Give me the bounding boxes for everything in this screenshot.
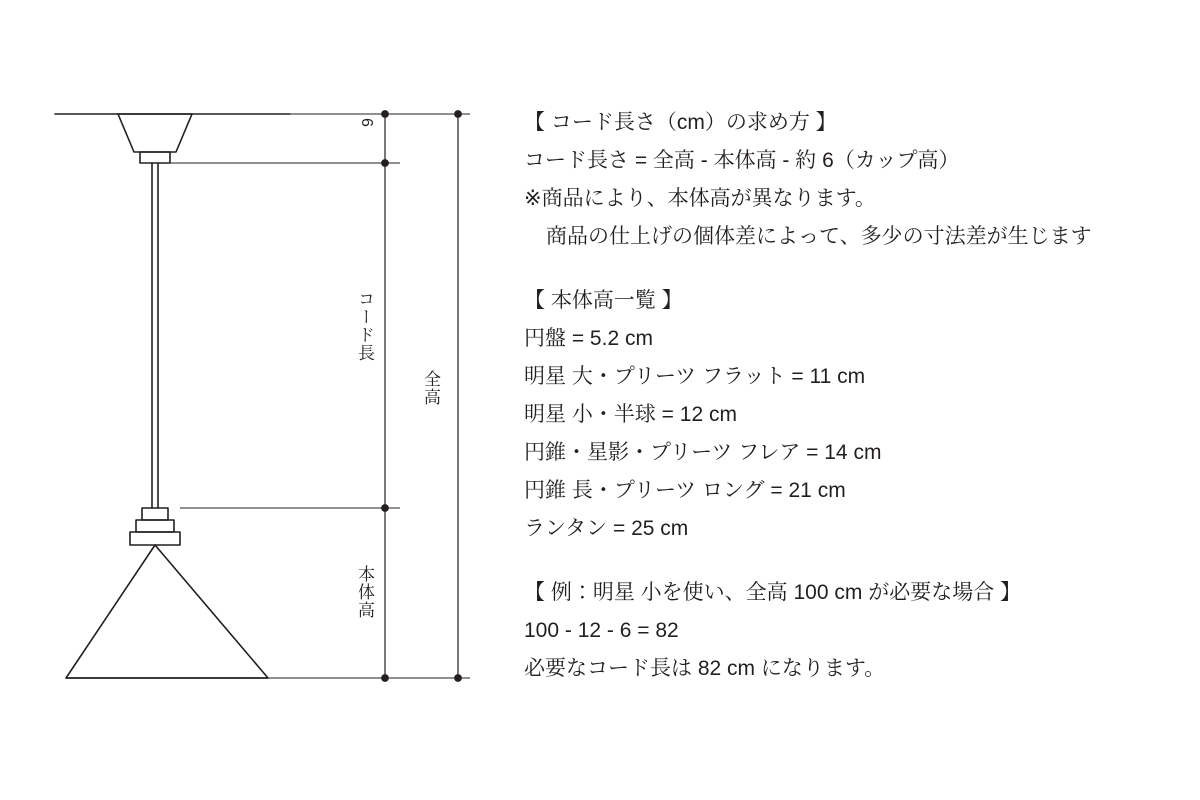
body-height-item: 明星 小・半球 = 12 cm	[524, 403, 737, 426]
cord-formula: コード長さ = 全高 - 本体高 - 約 6（カップ高）	[524, 149, 960, 172]
ceiling-cup	[118, 114, 192, 152]
spacer	[524, 548, 1174, 574]
section-heading-body-height-list: 【 本体高一覧 】	[524, 289, 683, 312]
spacer	[524, 256, 1174, 282]
dimension-label-total-height: 全高	[421, 370, 440, 406]
body-height-item: 円錐・星影・プリーツ フレア = 14 cm	[524, 441, 882, 464]
body-height-item: 円錐 長・プリーツ ロング = 21 cm	[524, 479, 846, 502]
body-height-item: 明星 大・プリーツ フラット = 11 cm	[524, 365, 866, 388]
note-body-height-varies: ※商品により、本体高が異なります。	[524, 187, 876, 210]
body-height-item: ランタン = 25 cm	[524, 517, 689, 540]
pendant-lamp-drawing	[0, 0, 510, 800]
dimension-label-body-height: 本体高	[355, 565, 374, 619]
cone-shade	[66, 545, 268, 678]
dim-dot	[382, 675, 389, 682]
example-calculation: 100 - 12 - 6 = 82	[524, 619, 679, 642]
note-manufacturing-tolerance: 商品の仕上げの個体差によって、多少の寸法差が生じます	[546, 225, 1092, 248]
dimension-label-cup-height: 6	[358, 118, 375, 128]
dim-dot	[455, 111, 462, 118]
section-heading-cord-calc: 【 コード長さ（cm）の求め方 】	[524, 111, 837, 134]
explanation-text-block	[524, 104, 1174, 688]
socket-top	[142, 508, 168, 520]
example-result: 必要なコード長は 82 cm になります。	[524, 657, 886, 680]
section-heading-example: 【 例：明星 小を使い、全高 100 cm が必要な場合 】	[524, 581, 1022, 604]
socket-mid	[136, 520, 174, 532]
cup-base	[140, 152, 170, 163]
dimension-label-cord-length: コード長	[355, 290, 374, 362]
socket-ring	[130, 532, 180, 545]
dim-dot	[382, 111, 389, 118]
body-height-item: 円盤 = 5.2 cm	[524, 327, 653, 350]
dim-dot	[455, 675, 462, 682]
